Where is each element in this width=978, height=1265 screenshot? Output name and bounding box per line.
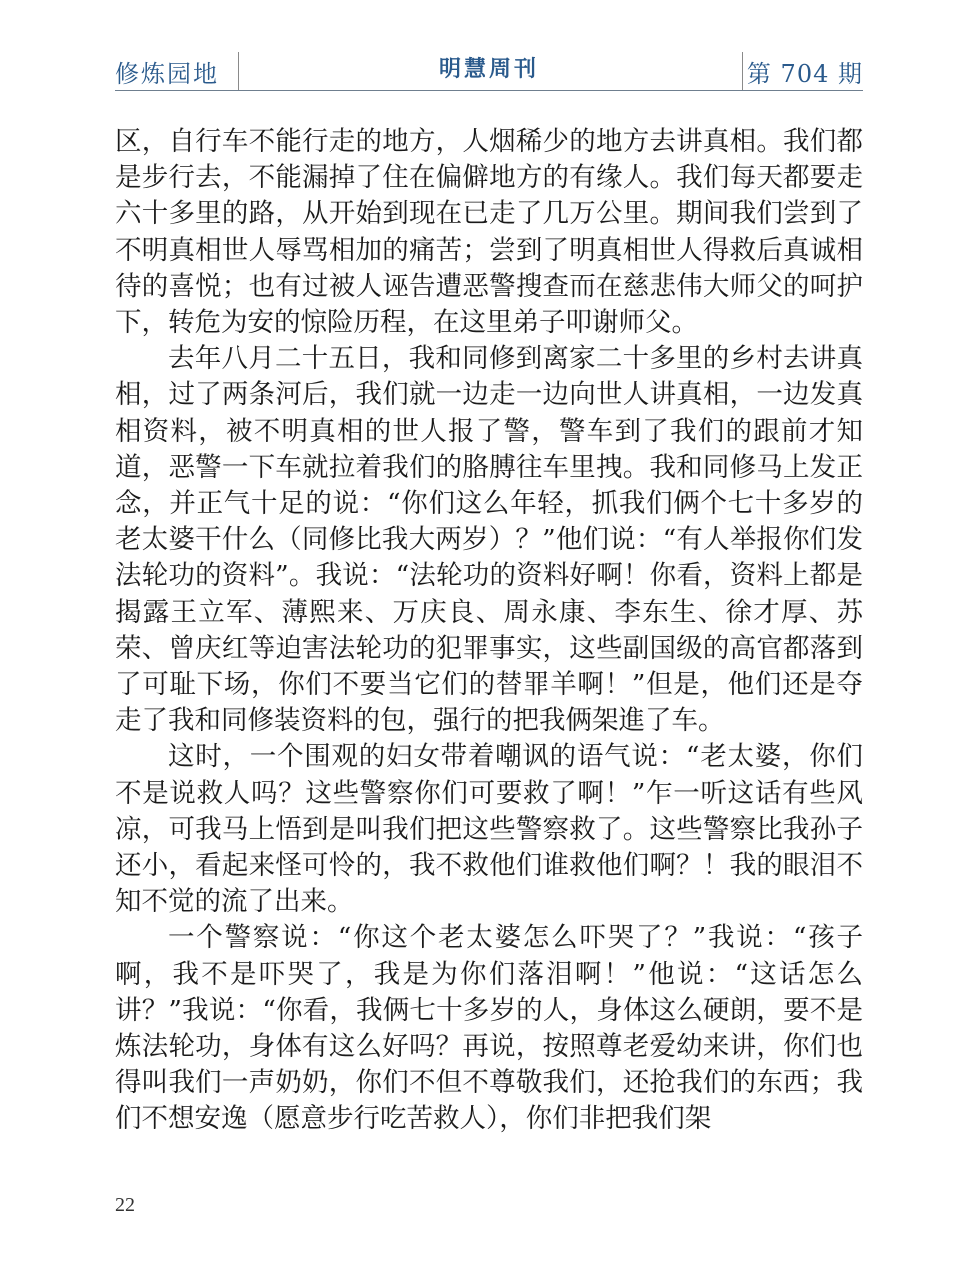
issue-number: 第 704 期 bbox=[746, 60, 863, 88]
page-header bbox=[115, 48, 863, 92]
header-rule bbox=[115, 90, 863, 91]
paragraph-continued: 区，自行车不能行走的地方，人烟稀少的地方去讲真相。我们都是步行去，不能漏掉了住在偏僻地方的有缘人。我们每天都要走六十多里的路，从开始到现在已走了几万公里。期间我们尝到了不明真相世人辱骂相加的痛苦；尝到了明真相世人得救后真诚相待的喜悦；也有过被人诬告遭恶警搜查而在慈悲伟大师父的呵护下，转危为安的惊险历程，在这里弟子叩谢师父。 bbox=[115, 126, 863, 339]
paragraph: 去年八月二十五日，我和同修到离家二十多里的乡村去讲真相，过了两条河后，我们就一边走一边向世人讲真相，一边发真相资料，被不明真相的世人报了警，警车到了我们的跟前才知道，恶警一下车就拉着我们的胳膊往车里拽。我和同修马上发正念，并正气十足的说：“你们这么年轻，抓我们俩个七十多岁的老太婆干什么（同修比我大两岁）？”他们说：“有人举报你们发法轮功的资料”。我说：“法轮功的资料好啊！你看，资料上都是揭露王立军、薄熙来、万庆良、周永康、李东生、徐才厚、苏荣、曾庆红等迫害法轮功的犯罪事实，这些副国级的高官都落到了可耻下场，你们不要当它们的替罪羊啊！”但是，他们还是夺走了我和同修装资料的包，强行的把我俩架進了车。 bbox=[115, 343, 863, 737]
header-divider-right bbox=[742, 52, 743, 90]
publication-title: 明慧周刊 bbox=[438, 56, 539, 82]
paragraph: 一个警察说：“你这个老太婆怎么吓哭了？”我说：“孩子啊，我不是吓哭了，我是为你们落泪啊！”他说：“这话怎么讲？”我说：“你看，我俩七十多岁的人，身体这么硬朗，要不是炼法轮功，身体有这么好吗？再说，按照尊老爱幼来讲，你们也得叫我们一声奶奶，你们不但不尊敬我们，还抢我们的东西；我们不想安逸（愿意步行吃苦救人），你们非把我们架 bbox=[115, 922, 863, 1135]
section-title: 修炼园地 bbox=[115, 60, 219, 88]
article-body bbox=[115, 124, 863, 1138]
paragraph: 这时，一个围观的妇女带着嘲讽的语气说：“老太婆，你们不是说救人吗？这些警察你们可要救了啊！”乍一听这话有些风凉，可我马上悟到是叫我们把这些警察救了。这些警察比我孙子还小，看起来怪可怜的，我不救他们谁救他们啊？！我的眼泪不知不觉的流了出来。 bbox=[115, 741, 863, 918]
page-number: 22 bbox=[115, 1194, 135, 1216]
